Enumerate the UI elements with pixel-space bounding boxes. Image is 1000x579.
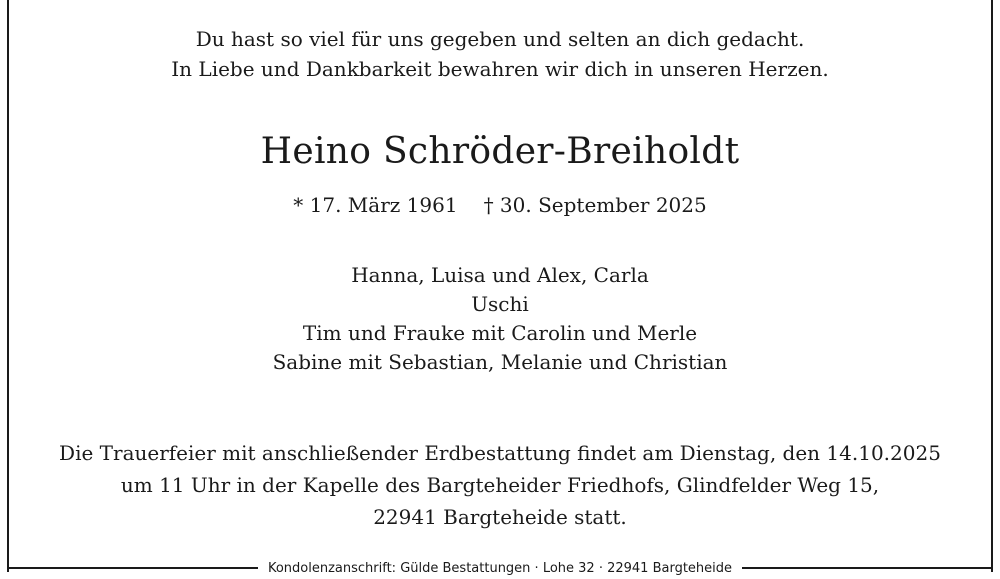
footer xyxy=(0,558,1000,578)
mourner-line: Sabine mit Sebastian, Melanie und Christian xyxy=(272,350,728,374)
deceased-name: Heino Schröder-Breiholdt xyxy=(260,131,740,172)
mourner-line: Hanna, Luisa und Alex, Carla xyxy=(351,263,649,287)
funeral-service-info xyxy=(0,437,1000,533)
mourners-list xyxy=(0,261,1000,377)
mourner-line: Tim und Frauke mit Carolin und Merle xyxy=(302,321,698,345)
service-line-2: um 11 Uhr in der Kapelle des Bargteheider Friedhofs, Glindfelder Weg 15, xyxy=(120,473,880,497)
motto-line-1: Du hast so viel für uns gegeben und selten an dich gedacht. xyxy=(195,27,805,51)
condolence-address: Kondolenzanschrift: Gülde Bestattungen · Lohe 32 · 22941 Bargteheide xyxy=(258,560,742,578)
service-line-1: Die Trauerfeier mit anschließender Erdbestattung findet am Dienstag, den 14.10.2025 xyxy=(59,441,941,465)
mourner-line: Uschi xyxy=(471,292,529,316)
death-date: † 30. September 2025 xyxy=(483,193,707,217)
birth-date: * 17. März 1961 xyxy=(293,193,458,217)
motto-line-2: In Liebe und Dankbarkeit bewahren wir dich in unseren Herzen. xyxy=(171,57,829,81)
service-line-3: 22941 Bargteheide statt. xyxy=(373,505,627,529)
life-dates xyxy=(0,190,1000,220)
motto-verse xyxy=(0,24,1000,84)
